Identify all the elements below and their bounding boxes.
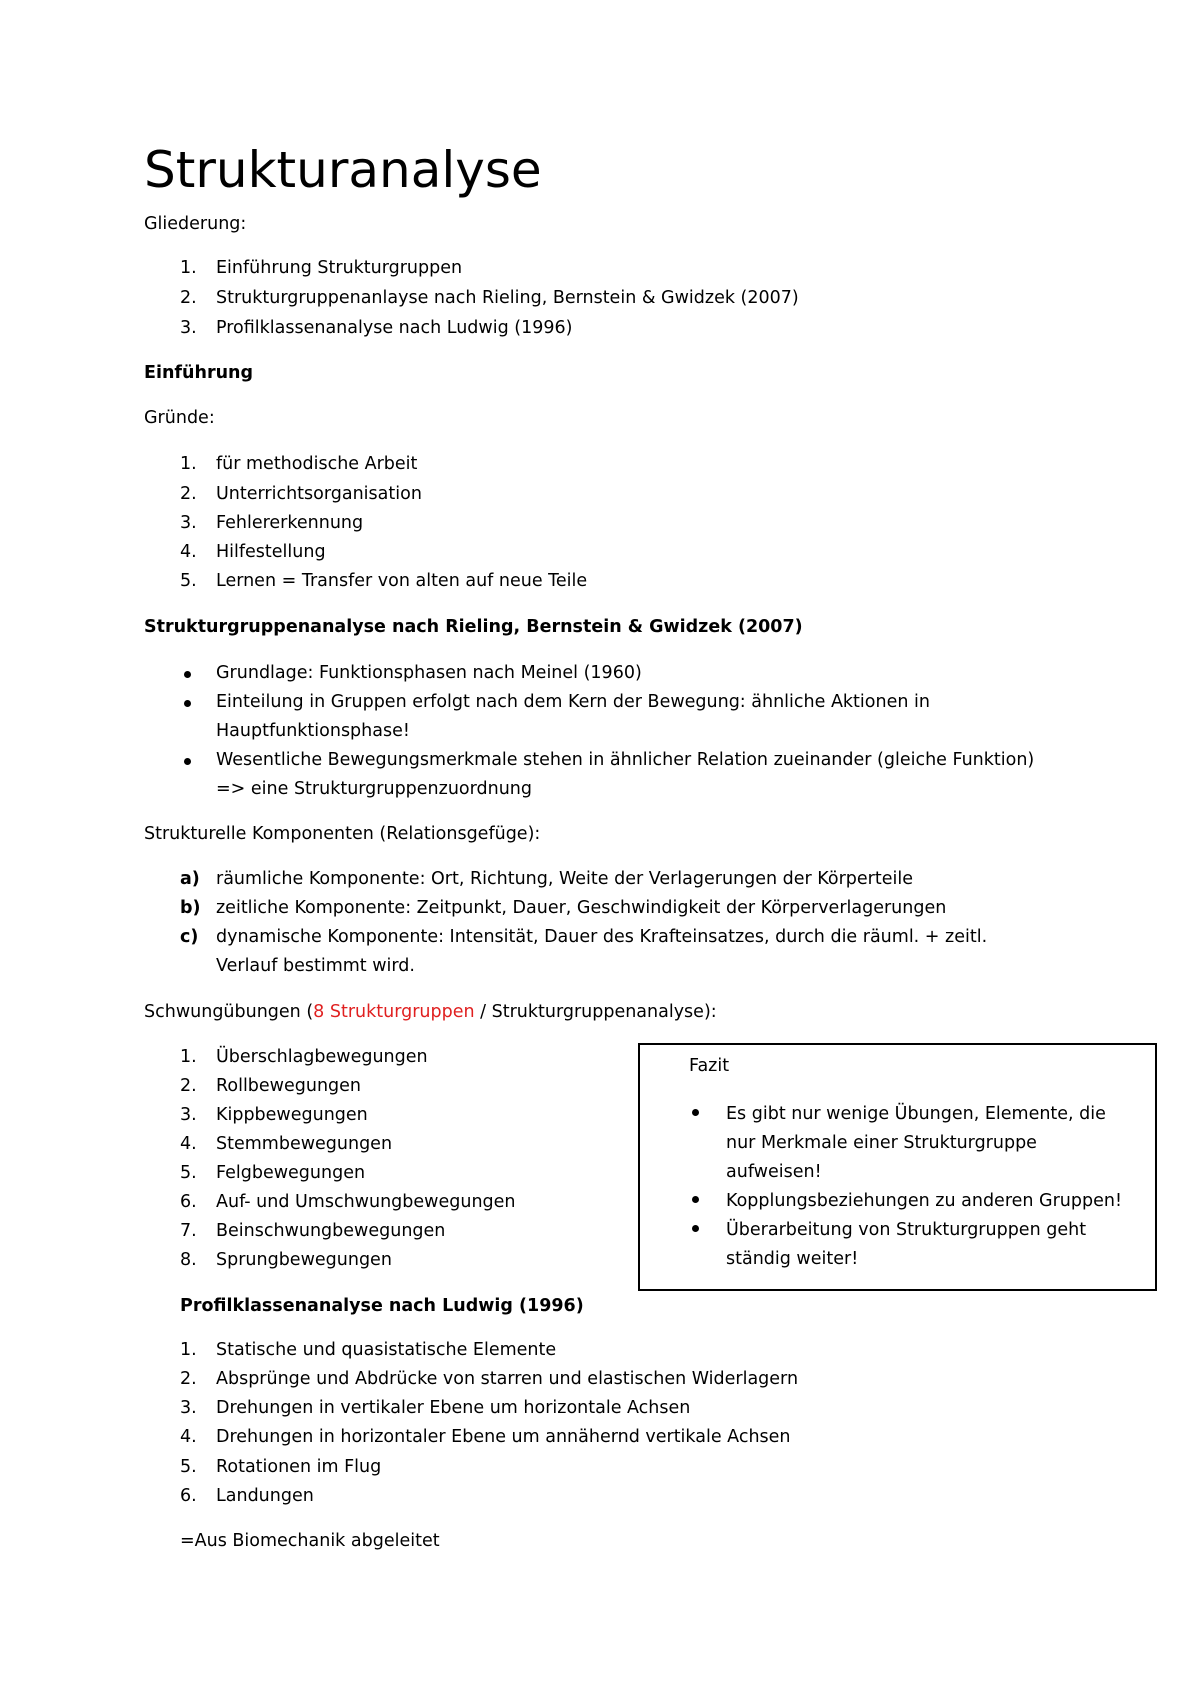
list-number: 4. bbox=[180, 1427, 197, 1447]
list-text: Fehlererkennung bbox=[216, 513, 364, 533]
list-text: Beinschwungbewegungen bbox=[216, 1221, 446, 1241]
list-text: Grundlage: Funktionsphasen nach Meinel (1960) bbox=[216, 663, 642, 683]
schwung-label-highlight: 8 Strukturgruppen bbox=[313, 1002, 475, 1022]
list-text: Kopplungsbeziehungen zu anderen Gruppen! bbox=[726, 1191, 1122, 1211]
list-letter: a) bbox=[180, 869, 200, 889]
list-number: 3. bbox=[180, 318, 197, 338]
schwung-label bbox=[144, 1002, 717, 1022]
list-text: Stemmbewegungen bbox=[216, 1134, 393, 1154]
list-number: 2. bbox=[180, 484, 197, 504]
list-text: Sprungbewegungen bbox=[216, 1250, 392, 1270]
list-number: 1. bbox=[180, 1047, 197, 1067]
list-text: Statische und quasistatische Elemente bbox=[216, 1340, 557, 1360]
bullet-icon bbox=[184, 758, 191, 765]
list-text: Profilklassenanalyse nach Ludwig (1996) bbox=[216, 318, 573, 338]
list-text: Strukturgruppenanlayse nach Rieling, Bernstein & Gwidzek (2007) bbox=[216, 288, 799, 308]
gruende-label: Gründe: bbox=[144, 408, 215, 428]
list-number: 3. bbox=[180, 513, 197, 533]
list-text: Auf- und Umschwungbewegungen bbox=[216, 1192, 516, 1212]
list-text-continued: => eine Strukturgruppenzuordnung bbox=[216, 779, 532, 799]
bullet-icon bbox=[692, 1196, 699, 1203]
list-text: Überarbeitung von Strukturgruppen geht ständig weiter! bbox=[726, 1220, 1087, 1269]
list-text: Rotationen im Flug bbox=[216, 1457, 382, 1477]
list-number: 5. bbox=[180, 1457, 197, 1477]
list-text: Drehungen in vertikaler Ebene um horizontale Achsen bbox=[216, 1398, 691, 1418]
list-number: 8. bbox=[180, 1250, 197, 1270]
profil-footer: =Aus Biomechanik abgeleitet bbox=[180, 1531, 440, 1551]
list-number: 1. bbox=[180, 454, 197, 474]
bullet-icon bbox=[184, 671, 191, 678]
list-text: dynamische Komponente: Intensität, Dauer des Krafteinsatzes, durch die räuml. + zeitl. bbox=[216, 927, 988, 947]
bullet-icon bbox=[692, 1225, 699, 1232]
list-text: für methodische Arbeit bbox=[216, 454, 418, 474]
list-letter: c) bbox=[180, 927, 199, 947]
list-number: 2. bbox=[180, 1076, 197, 1096]
list-number: 1. bbox=[180, 258, 197, 278]
list-text: Überschlagbewegungen bbox=[216, 1047, 428, 1067]
page-title: Strukturanalyse bbox=[144, 141, 542, 199]
list-text: Unterrichtsorganisation bbox=[216, 484, 422, 504]
list-text: Absprünge und Abdrücke von starren und elastischen Widerlagern bbox=[216, 1369, 799, 1389]
bullet-icon bbox=[184, 700, 191, 707]
list-text-continued: Verlauf bestimmt wird. bbox=[216, 956, 415, 976]
list-text: Einteilung in Gruppen erfolgt nach dem Kern der Bewegung: ähnliche Aktionen in bbox=[216, 692, 930, 712]
list-letter: b) bbox=[180, 898, 201, 918]
list-number: 2. bbox=[180, 1369, 197, 1389]
list-number: 7. bbox=[180, 1221, 197, 1241]
strukturgruppen-heading: Strukturgruppenanalyse nach Rieling, Bernstein & Gwidzek (2007) bbox=[144, 617, 803, 637]
list-text: Rollbewegungen bbox=[216, 1076, 362, 1096]
list-number: 6. bbox=[180, 1192, 197, 1212]
bullet-icon bbox=[692, 1109, 699, 1116]
list-text: Drehungen in horizontaler Ebene um annähernd vertikale Achsen bbox=[216, 1427, 791, 1447]
einfuehrung-heading: Einführung bbox=[144, 363, 254, 383]
fazit-title: Fazit bbox=[689, 1056, 730, 1076]
list-text: Es gibt nur wenige Übungen, Elemente, die nur Merkmale einer Strukturgruppe aufweisen! bbox=[726, 1104, 1106, 1182]
list-number: 4. bbox=[180, 1134, 197, 1154]
list-text: räumliche Komponente: Ort, Richtung, Weite der Verlagerungen der Körperteile bbox=[216, 869, 914, 889]
list-number: 2. bbox=[180, 288, 197, 308]
list-text: Einführung Strukturgruppen bbox=[216, 258, 463, 278]
list-number: 4. bbox=[180, 542, 197, 562]
gliederung-label: Gliederung: bbox=[144, 214, 247, 234]
list-number: 5. bbox=[180, 571, 197, 591]
list-text: Lernen = Transfer von alten auf neue Teile bbox=[216, 571, 588, 591]
list-text: Landungen bbox=[216, 1486, 314, 1506]
list-text: Hilfestellung bbox=[216, 542, 326, 562]
list-number: 1. bbox=[180, 1340, 197, 1360]
list-text: Kippbewegungen bbox=[216, 1105, 368, 1125]
schwung-label-end: / Strukturgruppenanalyse): bbox=[474, 1002, 717, 1022]
fazit-box bbox=[638, 1043, 1157, 1291]
list-text: Wesentliche Bewegungsmerkmale stehen in ähnlicher Relation zueinander (gleiche Funktion) bbox=[216, 750, 1035, 770]
list-number: 6. bbox=[180, 1486, 197, 1506]
list-text: Felgbewegungen bbox=[216, 1163, 366, 1183]
profil-heading: Profilklassenanalyse nach Ludwig (1996) bbox=[180, 1296, 584, 1316]
list-number: 3. bbox=[180, 1398, 197, 1418]
list-number: 3. bbox=[180, 1105, 197, 1125]
list-text: zeitliche Komponente: Zeitpunkt, Dauer, Geschwindigkeit der Körperverlagerungen bbox=[216, 898, 947, 918]
schwung-label-start: Schwungübungen ( bbox=[144, 1002, 314, 1022]
komponenten-label: Strukturelle Komponenten (Relationsgefüge): bbox=[144, 824, 541, 844]
list-text-continued: Hauptfunktionsphase! bbox=[216, 721, 410, 741]
list-number: 5. bbox=[180, 1163, 197, 1183]
